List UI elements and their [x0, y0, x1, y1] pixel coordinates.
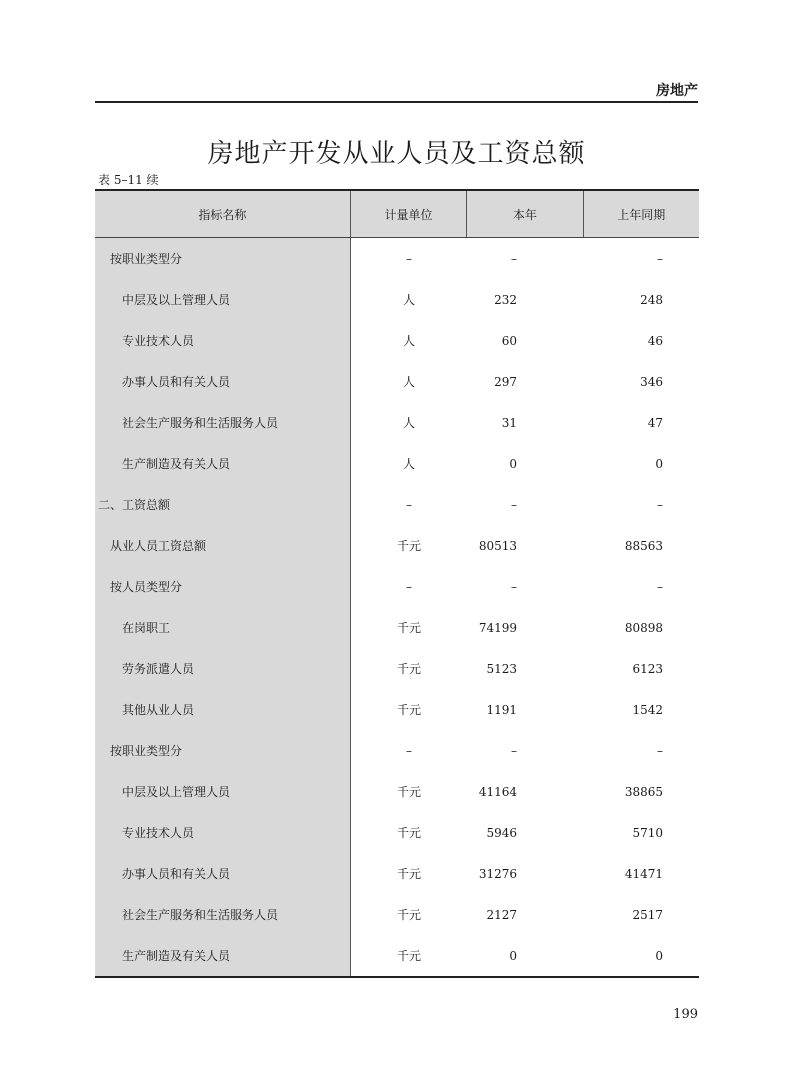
- row-indicator-name: 生产制造及有关人员: [95, 935, 351, 976]
- column-header-this-year: 本年: [467, 191, 583, 237]
- table-row: [95, 484, 699, 525]
- column-header-unit: 计量单位: [351, 191, 467, 237]
- table-bottom-rule: [95, 976, 699, 978]
- row-unit: 千元: [396, 867, 421, 881]
- row-indicator-name: 二、工资总额: [95, 484, 351, 525]
- row-unit: 人: [402, 416, 415, 430]
- row-this-year-value: 232: [494, 292, 517, 307]
- row-this-year-value: 41164: [478, 784, 517, 799]
- row-unit: –: [406, 743, 412, 758]
- row-last-year-value: 46: [647, 333, 663, 348]
- row-last-year-value: 0: [655, 948, 663, 963]
- row-indicator-name: 办事人员和有关人员: [95, 361, 351, 402]
- row-indicator-name: 从业人员工资总额: [95, 525, 351, 566]
- row-last-year-value: –: [657, 579, 663, 594]
- row-indicator-name: 办事人员和有关人员: [95, 853, 351, 894]
- table-row: [95, 648, 699, 689]
- row-last-year-value: –: [657, 251, 663, 266]
- table-row: [95, 402, 699, 443]
- row-indicator-name: 其他从业人员: [95, 689, 351, 730]
- row-this-year-value: 5123: [486, 661, 517, 676]
- table-row: [95, 320, 699, 361]
- table-row: [95, 935, 699, 976]
- row-unit: 千元: [396, 826, 421, 840]
- row-unit: 千元: [396, 703, 421, 717]
- row-this-year-value: 2127: [486, 907, 517, 922]
- row-indicator-name: 中层及以上管理人员: [95, 279, 351, 320]
- row-indicator-name: 在岗职工: [95, 607, 351, 648]
- row-unit: 千元: [396, 539, 421, 553]
- row-last-year-value: –: [657, 743, 663, 758]
- row-unit: 人: [402, 375, 415, 389]
- row-last-year-value: 248: [640, 292, 663, 307]
- row-last-year-value: 5710: [632, 825, 663, 840]
- row-last-year-value: 346: [640, 374, 663, 389]
- row-indicator-name: 按人员类型分: [95, 566, 351, 607]
- table-row: [95, 730, 699, 771]
- row-this-year-value: 80513: [478, 538, 517, 553]
- row-this-year-value: 60: [501, 333, 517, 348]
- row-this-year-value: 5946: [486, 825, 517, 840]
- data-table: [95, 189, 699, 978]
- row-this-year-value: 0: [509, 456, 517, 471]
- table-row: [95, 812, 699, 853]
- row-indicator-name: 专业技术人员: [95, 812, 351, 853]
- row-last-year-value: 1542: [632, 702, 663, 717]
- row-last-year-value: 41471: [624, 866, 663, 881]
- table-row: [95, 361, 699, 402]
- row-this-year-value: –: [511, 497, 517, 512]
- header-rule: [95, 101, 698, 103]
- table-row: [95, 566, 699, 607]
- page-title: 房地产开发从业人员及工资总额: [207, 139, 586, 169]
- page-number: 199: [673, 1007, 698, 1022]
- row-this-year-value: –: [511, 251, 517, 266]
- row-indicator-name: 社会生产服务和生活服务人员: [95, 894, 351, 935]
- row-unit: –: [406, 251, 412, 266]
- row-last-year-value: 0: [655, 456, 663, 471]
- row-unit: 人: [402, 293, 415, 307]
- row-unit: 千元: [396, 662, 421, 676]
- row-indicator-name: 社会生产服务和生活服务人员: [95, 402, 351, 443]
- row-last-year-value: 47: [647, 415, 663, 430]
- row-this-year-value: –: [511, 579, 517, 594]
- row-unit: –: [406, 579, 412, 594]
- row-indicator-name: 生产制造及有关人员: [95, 443, 351, 484]
- row-last-year-value: –: [657, 497, 663, 512]
- table-row: [95, 689, 699, 730]
- row-unit: 人: [402, 457, 415, 471]
- table-row: [95, 238, 699, 279]
- row-this-year-value: 297: [494, 374, 517, 389]
- table-row: [95, 894, 699, 935]
- row-last-year-value: 80898: [624, 620, 663, 635]
- row-this-year-value: 0: [509, 948, 517, 963]
- row-last-year-value: 88563: [624, 538, 663, 553]
- row-unit: 千元: [396, 785, 421, 799]
- row-unit: 人: [402, 334, 415, 348]
- table-number: 表 5–11 续: [98, 173, 159, 187]
- row-this-year-value: –: [511, 743, 517, 758]
- row-this-year-value: 31: [501, 415, 517, 430]
- table-row: [95, 525, 699, 566]
- row-last-year-value: 38865: [624, 784, 663, 799]
- row-indicator-name: 专业技术人员: [95, 320, 351, 361]
- row-indicator-name: 中层及以上管理人员: [95, 771, 351, 812]
- table-body: [95, 238, 699, 976]
- table-header: [95, 191, 699, 238]
- row-indicator-name: 按职业类型分: [95, 238, 351, 279]
- row-unit: –: [406, 497, 412, 512]
- row-indicator-name: 按职业类型分: [95, 730, 351, 771]
- table-row: [95, 607, 699, 648]
- row-unit: 千元: [396, 621, 421, 635]
- table-row: [95, 443, 699, 484]
- column-header-last-year: 上年同期: [617, 207, 666, 222]
- table-row: [95, 853, 699, 894]
- row-last-year-value: 2517: [632, 907, 663, 922]
- row-unit: 千元: [396, 949, 421, 963]
- row-indicator-name: 劳务派遣人员: [95, 648, 351, 689]
- table-row: [95, 279, 699, 320]
- table-row: [95, 771, 699, 812]
- column-header-indicator: 指标名称: [95, 191, 351, 237]
- row-this-year-value: 74199: [478, 620, 517, 635]
- section-label: 房地产: [656, 83, 698, 99]
- row-unit: 千元: [396, 908, 421, 922]
- row-this-year-value: 31276: [478, 866, 517, 881]
- row-last-year-value: 6123: [632, 661, 663, 676]
- row-this-year-value: 1191: [486, 702, 517, 717]
